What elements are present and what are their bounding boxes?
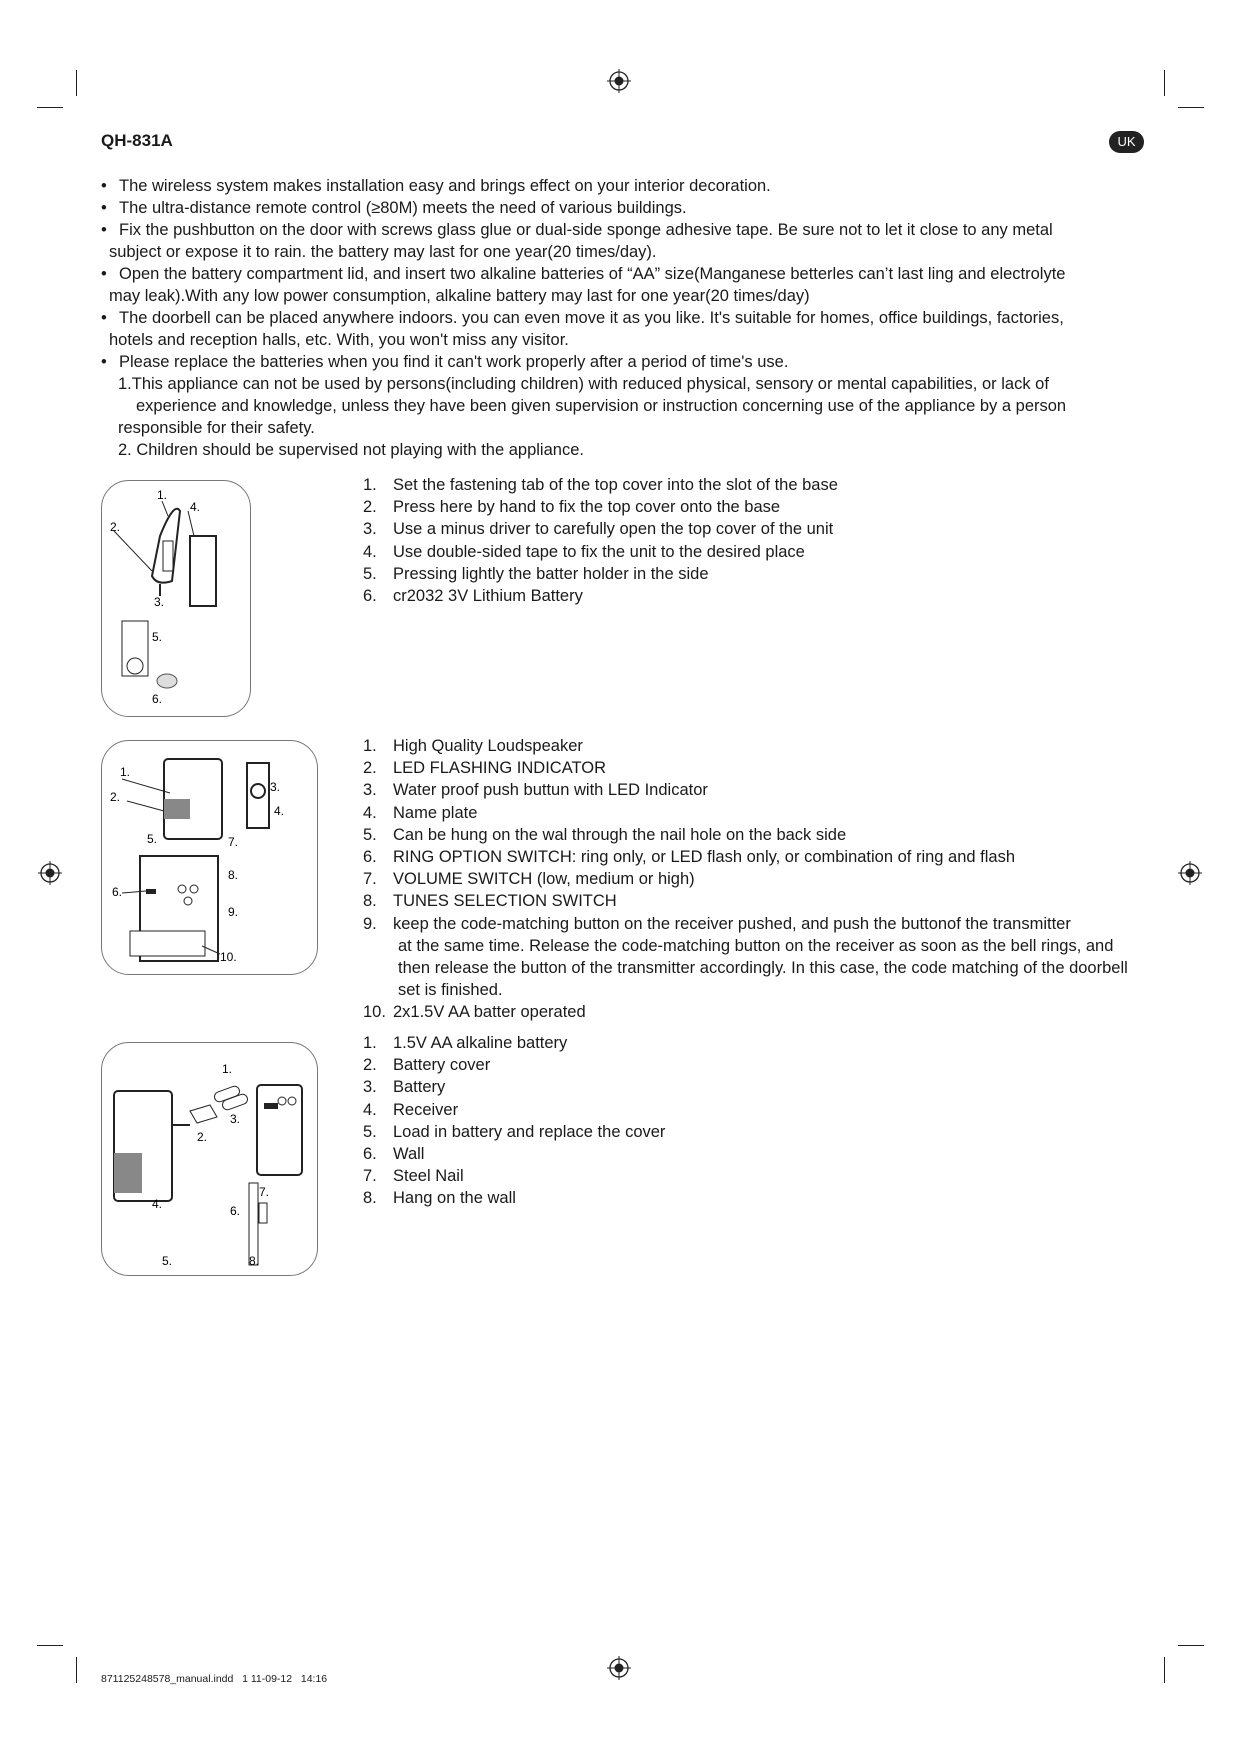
- registration-mark-icon: [607, 69, 631, 93]
- diagram-label: 1.: [120, 765, 131, 779]
- diagram-label: 5.: [152, 630, 163, 644]
- list-item: 6. Wall: [363, 1145, 425, 1164]
- receiver-diagram: [101, 740, 318, 975]
- safety-note: 1.This appliance can not be used by persons(including children) with reduced physical, sensory or mental capabilities, or lack of: [118, 375, 1049, 393]
- list-item: 4. Receiver: [363, 1100, 459, 1119]
- bullet-item: • The doorbell can be placed anywhere indoors. you can even move it as you like. It's suitable for homes, office buildings, factories,: [101, 307, 1141, 329]
- list-item: 8. TUNES SELECTION SWITCH: [363, 892, 617, 911]
- language-badge: UK: [1109, 131, 1144, 153]
- diagram-label: 2.: [110, 520, 121, 534]
- list-item: 8. Hang on the wall: [363, 1189, 516, 1208]
- list-item: 3. Use a minus driver to carefully open the top cover of the unit: [363, 520, 834, 539]
- diagram-label: 9.: [228, 905, 239, 919]
- list-item: 4. Name plate: [363, 803, 478, 822]
- section1-list: [363, 474, 1143, 607]
- list-item: 7. Steel Nail: [363, 1167, 464, 1186]
- push-button-illustration: [102, 481, 250, 716]
- crop-mark: [1178, 107, 1204, 108]
- diagram-label: 4.: [190, 500, 201, 514]
- diagram-label: 3.: [270, 780, 281, 794]
- list-item: 4. Use double-sided tape to fix the unit to the desired place: [363, 542, 805, 561]
- diagram-label: 6.: [112, 885, 123, 899]
- list-item: 2. Battery cover: [363, 1056, 491, 1075]
- registration-mark-icon: [607, 1656, 631, 1680]
- crop-mark: [76, 1657, 77, 1683]
- bullet-continuation: hotels and reception halls, etc. With, you won't miss any visitor.: [109, 331, 569, 349]
- bullet-item: • Please replace the batteries when you find it can't work properly after a period of time's use.: [101, 351, 1141, 373]
- crop-mark: [1164, 1657, 1165, 1683]
- list-item: 9. keep the code-matching button on the receiver pushed, and push the buttonof the transmitter: [363, 914, 1071, 933]
- list-item: 3. Battery: [363, 1078, 446, 1097]
- diagram-label: 5.: [162, 1254, 173, 1268]
- diagram-label: 6.: [230, 1204, 241, 1218]
- safety-note: 2. Children should be supervised not playing with the appliance.: [118, 441, 584, 459]
- battery-install-illustration: [102, 1043, 317, 1275]
- list-item: 5. Pressing lightly the batter holder in the side: [363, 564, 709, 583]
- diagram-label: 5.: [147, 832, 158, 846]
- list-item-continuation: set is finished.: [398, 981, 503, 1000]
- list-item: 1. 1.5V AA alkaline battery: [363, 1034, 568, 1052]
- diagram-label: 3.: [154, 595, 165, 609]
- section2-list: [363, 735, 1143, 1024]
- diagram-label: 4.: [274, 804, 285, 818]
- crop-mark: [37, 107, 63, 108]
- diagram-label: 2.: [197, 1130, 208, 1144]
- push-button-diagram: [101, 480, 251, 717]
- model-number: QH-831A: [101, 131, 173, 150]
- bullet-item: • The ultra-distance remote control (≥80M) meets the need of various buildings.: [101, 197, 1141, 219]
- bullet-item: • The wireless system makes installation easy and brings effect on your interior decoration.: [101, 175, 1141, 197]
- bullet-continuation: may leak).With any low power consumption, alkaline battery may last for one year(20 times/day): [109, 287, 810, 305]
- diagram-label: 8.: [228, 868, 239, 882]
- crop-mark: [1178, 1645, 1204, 1646]
- list-item: 6. RING OPTION SWITCH: ring only, or LED flash only, or combination of ring and flash: [363, 848, 1016, 867]
- registration-mark-icon: [1178, 861, 1202, 885]
- bullet-continuation: subject or expose it to rain. the battery may last for one year(20 times/day).: [109, 243, 657, 261]
- list-item: 10. 2x1.5V AA batter operated: [363, 1003, 586, 1022]
- diagram-label: 10.: [220, 950, 237, 964]
- intro-text: [101, 175, 1141, 461]
- diagram-label: 1.: [222, 1062, 233, 1076]
- diagram-label: 4.: [152, 1197, 163, 1211]
- battery-install-diagram: [101, 1042, 318, 1276]
- bullet-item: • Open the battery compartment lid, and insert two alkaline batteries of “AA” size(Manganese betterles can’t last ling and electrolyte: [101, 263, 1141, 285]
- list-item-continuation: then release the button of the transmitter accordingly. In this case, the code matching of the doorbell: [398, 959, 1128, 978]
- list-item: 6. cr2032 3V Lithium Battery: [363, 587, 583, 606]
- crop-mark: [37, 1645, 63, 1646]
- safety-note: experience and knowledge, unless they have been given supervision or instruction concerning use of the appliance by a person: [136, 397, 1067, 415]
- print-slug: 871125248578_manual.indd 1 11-09-12 14:16: [101, 1673, 328, 1685]
- section3-list: [363, 1032, 1143, 1210]
- diagram-label: 1.: [157, 488, 168, 502]
- diagram-label: 7.: [228, 835, 239, 849]
- bullet-item: • Fix the pushbutton on the door with screws glass glue or dual-side sponge adhesive tape. Be sure not to let it close to any metal: [101, 219, 1141, 241]
- diagram-label: 8.: [249, 1254, 260, 1268]
- diagram-label: 7.: [259, 1185, 270, 1199]
- list-item: 3. Water proof push buttun with LED Indicator: [363, 781, 708, 800]
- list-item: 2. LED FLASHING INDICATOR: [363, 759, 607, 778]
- list-item: 1. Set the fastening tab of the top cover into the slot of the base: [363, 476, 838, 494]
- crop-mark: [76, 70, 77, 96]
- list-item: 5. Can be hung on the wal through the nail hole on the back side: [363, 825, 847, 844]
- list-item: 7. VOLUME SWITCH (low, medium or high): [363, 870, 695, 889]
- diagram-label: 6.: [152, 692, 163, 706]
- list-item: 2. Press here by hand to fix the top cover onto the base: [363, 498, 781, 517]
- diagram-label: 3.: [230, 1112, 241, 1126]
- safety-note: responsible for their safety.: [118, 419, 315, 437]
- registration-mark-icon: [38, 861, 62, 885]
- list-item: 1. High Quality Loudspeaker: [363, 737, 583, 755]
- list-item-continuation: at the same time. Release the code-matching button on the receiver as soon as the bell rings, and: [398, 936, 1114, 955]
- receiver-illustration: [102, 741, 317, 974]
- crop-mark: [1164, 70, 1165, 96]
- list-item: 5. Load in battery and replace the cover: [363, 1122, 666, 1141]
- diagram-label: 2.: [110, 790, 121, 804]
